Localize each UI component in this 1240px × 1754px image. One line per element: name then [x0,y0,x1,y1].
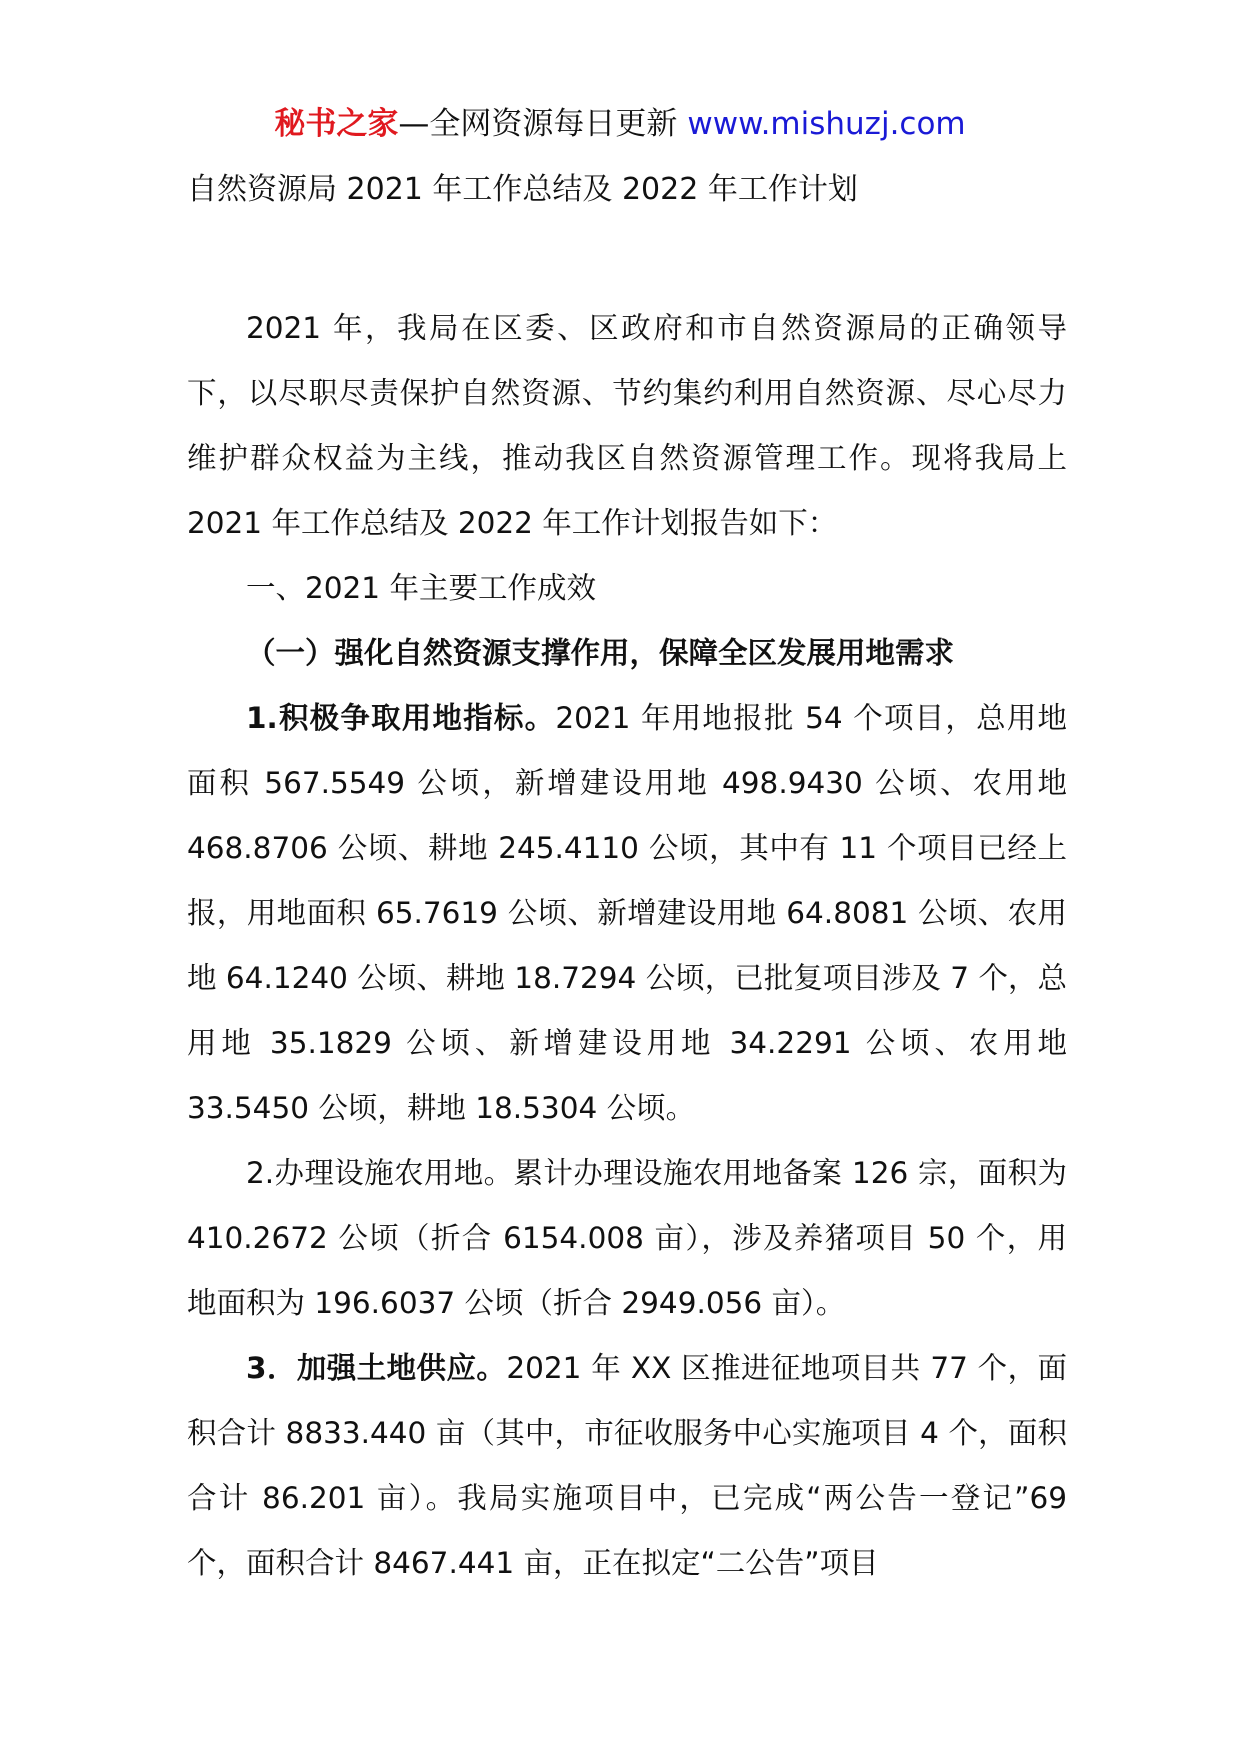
document-body [187,296,1067,1596]
paragraph-text: 一、2021 年主要工作成效 [246,571,596,605]
section-heading [187,556,1067,621]
brand-name: 秘书之家 [274,106,399,142]
paragraph-facility-farmland [187,1141,1067,1336]
paragraph-text: 2021 年用地报批 54 个项目，总用地面积 567.5549 公顷，新增建设用地 498.9430 公顷、农用地 468.8706 公顷、耕地 245.4110 公顷，其中有 11 个项目已经上报，用地面积 65.7619 公顷、新增建设用地 64.8081 公顷、农用地 64.1240 公顷、耕地 18.7294 公顷，已批复项目涉及 7 个，总用地 35.1829 公顷、新增建设用地 34.2291 公顷、农用地 33.5450 公顷，耕地 18.5304 公顷。 [187,701,1067,1125]
paragraph-land-quota [187,686,1067,1141]
site-header [0,102,1240,146]
paragraph-lead: 3．加强土地供应。 [246,1351,507,1385]
paragraph-land-supply [187,1336,1067,1596]
header-tagline: —全网资源每日更新 [398,106,678,142]
paragraph-text: （一）强化自然资源支撑作用，保障全区发展用地需求 [246,636,955,670]
paragraph-text: 2.办理设施农用地。累计办理设施农用地备案 126 宗，面积为 410.2672 公顷（折合 6154.008 亩），涉及养猪项目 50 个，用地面积为 196.6037 公顷（折合 2949.056 亩）。 [187,1156,1067,1320]
site-url-link[interactable]: www.mishuzj.com [687,106,966,142]
subsection-heading [187,621,1067,686]
document-title: 自然资源局 2021 年工作总结及 2022 年工作计划 [187,172,858,207]
paragraph-lead: 1.积极争取用地指标。 [246,701,556,735]
paragraph-text: 2021 年，我局在区委、区政府和市自然资源局的正确领导下，以尽职尽责保护自然资源、节约集约利用自然资源、尽心尽力维护群众权益为主线，推动我区自然资源管理工作。现将我局上 2021 年工作总结及 2022 年工作计划报告如下： [187,311,1067,540]
intro-paragraph [187,296,1067,556]
paragraph-text: 2021 年 XX 区推进征地项目共 77 个，面积合计 8833.440 亩（其中，市征收服务中心实施项目 4 个，面积合计 86.201 亩）。我局实施项目中，已完成“两公告一登记”69 个，面积合计 8467.441 亩，正在拟定“二公告”项目 [187,1351,1067,1580]
